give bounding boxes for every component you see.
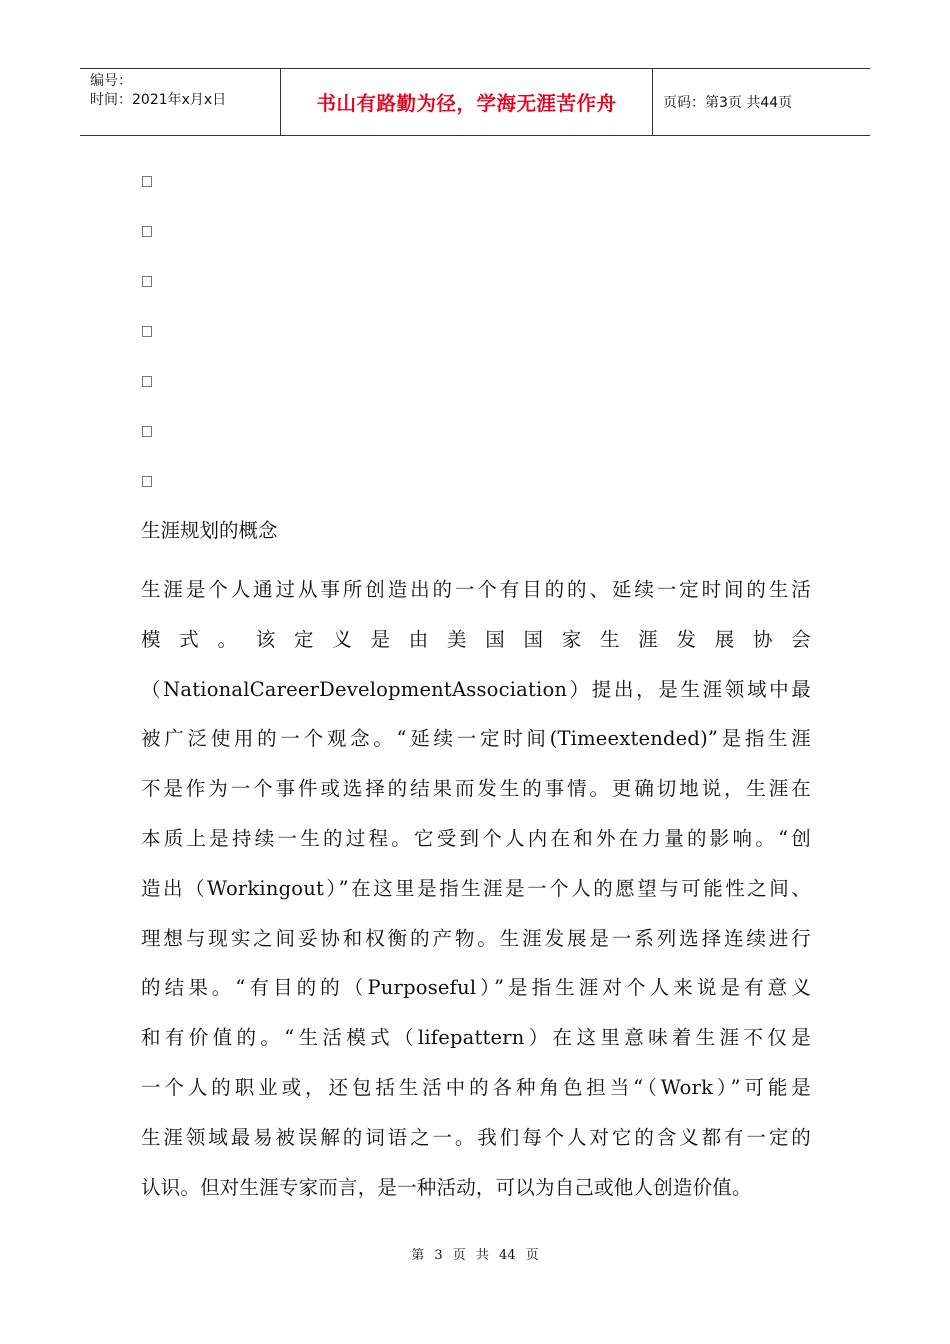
section-heading: 生涯规划的概念 xyxy=(141,519,278,542)
paragraph-line: 本质上是持续一生的过程。它受到个人内在和外在力量的影响。“创 xyxy=(141,826,811,850)
paragraph-line: 和有价值的。“生活模式（lifepattern）在这里意味着生涯不仅是 xyxy=(141,1026,811,1050)
paragraph-line: 一个人的职业或，还包括生活中的各种角色担当“（Work）”可能是 xyxy=(141,1075,811,1099)
empty-bullet-icon xyxy=(142,326,152,337)
paragraph-line: 模 式 。 该 定 义 是 由 美 国 国 家 生 涯 发 展 协 会 xyxy=(141,627,811,651)
empty-bullet-icon xyxy=(142,226,152,237)
page-footer: 第 3 页 共 44 页 xyxy=(411,1248,539,1263)
date-label: 时间：2021年x月x日 xyxy=(90,92,227,108)
page-info-text: 页码：第3页 共44页 xyxy=(663,95,793,111)
empty-bullet-icon xyxy=(142,476,152,487)
paragraph-line: 认识。但对生涯专家而言，是一种活动，可以为自己或他人创造价值。 xyxy=(141,1175,752,1199)
paragraph-line: 不是作为一个事件或选择的结果而发生的事情。更确切地说，生涯在 xyxy=(141,777,811,801)
empty-bullet-icon xyxy=(142,276,152,287)
page-header xyxy=(80,68,870,136)
empty-bullet-icon xyxy=(142,176,152,187)
header-motto-cell xyxy=(280,69,653,135)
paragraph-line: 理想与现实之间妥协和权衡的产物。生涯发展是一系列选择连续进行 xyxy=(141,926,811,950)
header-meta xyxy=(80,69,280,135)
empty-bullet-icon xyxy=(142,376,152,387)
paragraph-line: 被广泛使用的一个观念。“延续一定时间(Timeextended)”是指生涯 xyxy=(141,727,811,751)
section-paragraph xyxy=(141,565,811,1212)
empty-bullet-icon xyxy=(142,426,152,437)
motto-text: 书山有路勤为径，学海无涯苦作舟 xyxy=(316,92,617,115)
paragraph-line: （NationalCareerDevelopmentAssociation）提出，是生涯领域中最 xyxy=(141,677,811,701)
empty-bullet-list xyxy=(142,176,152,526)
main-content xyxy=(141,515,811,1212)
paragraph-line: 生涯是个人通过从事所创造出的一个有目的的、延续一定时间的生活 xyxy=(141,578,811,601)
paragraph-line: 造出（Workingout）”在这里是指生涯是一个人的愿望与可能性之间、 xyxy=(141,876,811,900)
number-label: 编号： xyxy=(90,73,132,89)
header-page-info xyxy=(653,69,870,135)
paragraph-line: 生涯领域最易被误解的词语之一。我们每个人对它的含义都有一定的 xyxy=(141,1125,811,1149)
paragraph-line: 的结果。“有目的的（Purposeful）”是指生涯对个人来说是有意义 xyxy=(141,976,811,1000)
